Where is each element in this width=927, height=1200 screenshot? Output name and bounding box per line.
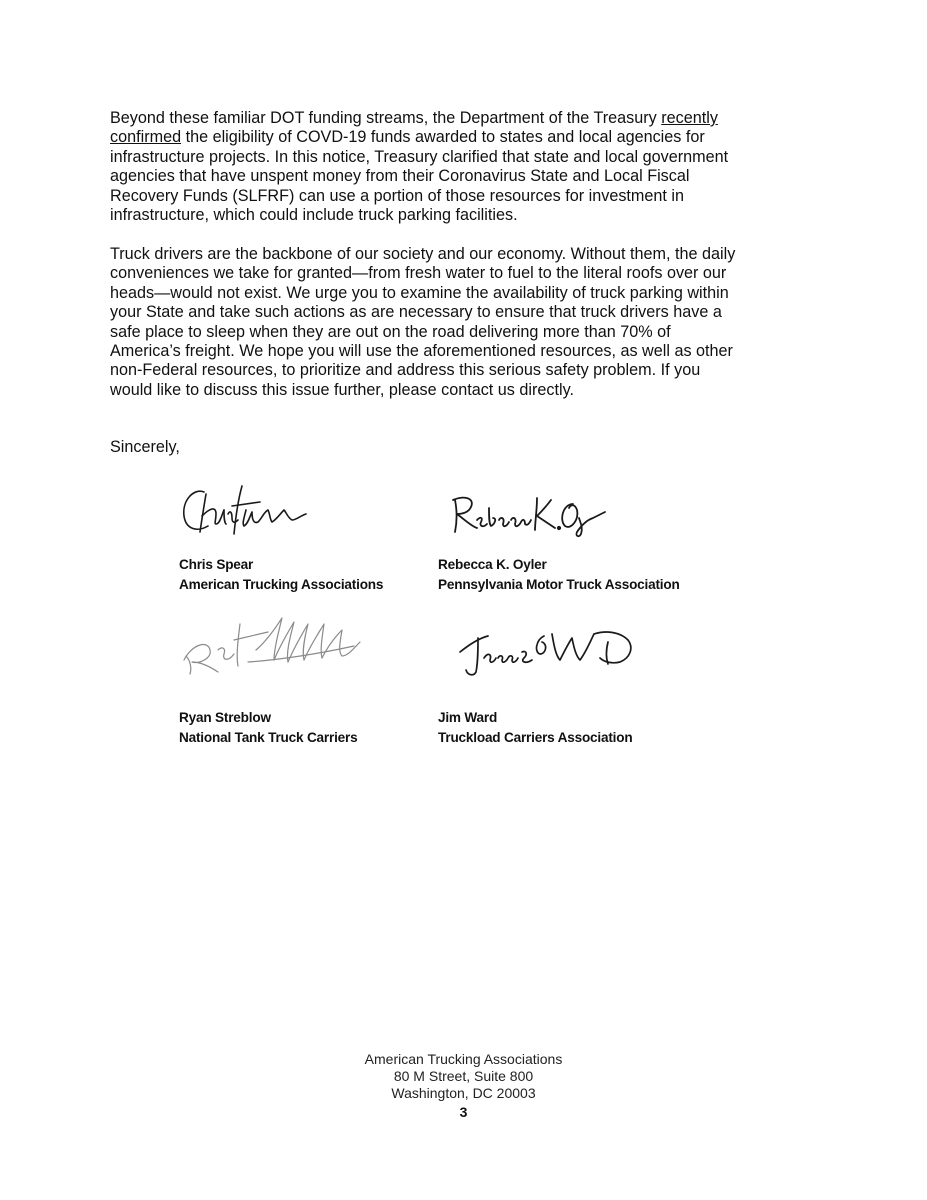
page-number: 3 [459,1104,468,1120]
paragraph-line: Recovery Funds (SLFRF) can use a portion of those resources for investment in [110,186,685,205]
footer-city: Washington, DC 20003 [391,1085,536,1102]
jim-ward-signature [456,622,641,677]
paragraph-line: safe place to sleep when they are out on the road delivering more than 70% of [110,322,671,341]
paragraph-line: agencies that have unspent money from their Coronavirus State and Local Fiscal [110,167,690,186]
closing-salutation: Sincerely, [110,438,180,456]
recently-confirmed-link-continued[interactable]: confirmed [110,128,182,147]
rebecca-oyler-signature [447,490,607,540]
paragraph-line: America’s freight. We hope you will use the aforementioned resources, as well as other [110,342,733,361]
signatory-chris-spear [179,555,383,594]
signatory-ryan-streblow [179,708,358,747]
paragraph-line: non-Federal resources, to prioritize and address this serious safety problem. If you [110,361,701,380]
paragraph-line: heads—would not exist. We urge you to examine the availability of truck parking within [110,283,729,302]
paragraph-line: Truck drivers are the backbone of our society and our economy. Without them, the daily [110,245,736,263]
signatory-organization: American Trucking Associations [179,576,384,592]
paragraph-text: the eligibility of COVD-19 funds awarded to states and local agencies for [181,128,705,147]
signatory-jim-ward [438,708,632,747]
signatory-name: Chris Spear [179,557,254,572]
letterhead-footer [0,1051,927,1103]
paragraph-line [110,128,830,147]
ryan-streblow-signature [178,610,368,680]
signatory-organization: Pennsylvania Motor Truck Association [438,576,680,592]
signatory-name: Jim Ward [438,710,498,725]
recently-confirmed-link[interactable]: recently [661,109,718,127]
chris-spear-signature [176,480,316,540]
signatory-rebecca-oyler [438,555,680,594]
paragraph-text: Beyond these familiar DOT funding streams, the Department of the Treasury [110,109,662,127]
signatory-organization: Truckload Carriers Association [438,729,633,745]
paragraph-line [110,109,830,128]
paragraph-line: your State and take such actions as are necessary to ensure that truck drivers have a [110,303,722,322]
footer-organization: American Trucking Associations [364,1051,563,1067]
footer-street: 80 M Street, Suite 800 [393,1068,534,1085]
truck-drivers-paragraph [110,245,830,400]
signatory-name: Rebecca K. Oyler [438,557,547,572]
paragraph-line: infrastructure, which could include truck parking facilities. [110,206,518,225]
treasury-funds-paragraph [110,109,830,225]
signatory-organization: National Tank Truck Carriers [179,729,358,745]
paragraph-line: infrastructure projects. In this notice, Treasury clarified that state and local government [110,147,729,166]
signatory-name: Ryan Streblow [179,710,271,725]
paragraph-line: would like to discuss this issue further, please contact us directly. [110,380,574,399]
paragraph-line: conveniences we take for granted—from fresh water to fuel to the literal roofs over our [110,264,727,283]
